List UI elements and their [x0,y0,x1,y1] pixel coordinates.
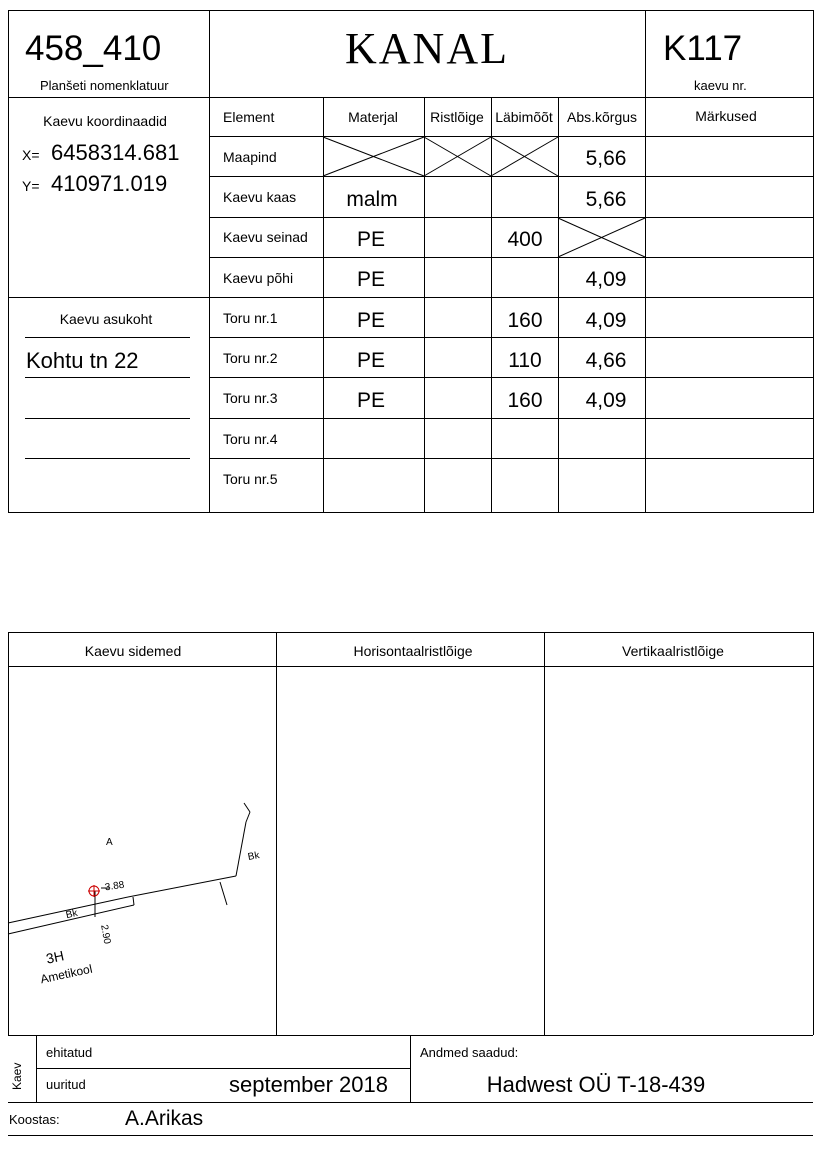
x-label: X= [22,147,40,163]
row-material: PE [356,268,386,291]
data-source-label: Andmed saadud: [420,1045,519,1060]
y-label: Y= [22,178,40,194]
well-number: K117 [663,29,743,68]
well-symbol [88,885,100,897]
row-element: Toru nr.5 [223,471,278,487]
location-address: Kohtu tn 22 [26,348,139,373]
row-element: Kaevu seinad [223,229,308,245]
data-source: Hadwest OÜ T-18-439 [486,1072,706,1097]
row-element: Kaevu põhi [223,270,294,286]
sketch-label-bk-left: Bk [64,907,79,922]
vertical-section-heading: Vertikaalristlõige [622,643,724,659]
row-material: malm [346,188,398,211]
well-label: kaevu nr. [694,78,747,93]
author-name: A.Arikas [125,1107,204,1130]
row-element: Toru nr.1 [223,310,278,326]
row-diameter: 160 [507,389,543,412]
row-element: Toru nr.2 [223,350,278,366]
sketch-label-bk-right: Bk [247,850,261,863]
row-diameter: 110 [508,349,542,372]
surveyed-label: uuritud [46,1077,86,1092]
sheet-label: Planšeti nomenklatuur [40,78,169,93]
row-element: Kaevu kaas [223,189,297,205]
author-label: Koostas: [9,1112,60,1127]
header-cross-section: Ristlõige [430,109,484,125]
horizontal-section-heading: Horisontaalristlõige [353,643,473,659]
header-notes: Märkused [695,108,757,124]
sketch-label-a: A [106,837,113,848]
y-coordinate: 410971.019 [51,171,168,196]
coordinates-heading: Kaevu koordinaadid [43,113,167,129]
built-label: ehitatud [46,1045,93,1060]
surveyed-date: september 2018 [229,1072,388,1097]
row-material: PE [356,309,386,332]
row-elevation: 4,09 [585,268,627,291]
row-material: PE [356,389,386,412]
sketch-building-name: Ametikool [39,961,94,987]
row-element: Maapind [223,149,277,165]
row-elevation: 5,66 [585,147,627,170]
header-material: Materjal [348,109,398,125]
header-elevation: Abs.kõrgus [566,109,638,125]
well-ties-heading: Kaevu sidemed [84,643,182,659]
row-diameter: 160 [507,309,543,332]
sketch-dimension-vertical: 2.90 [98,923,113,945]
kaev-label: Kaev [10,1062,24,1090]
row-elevation: 4,09 [585,309,627,332]
sketch-building-code: 3H [44,947,66,967]
row-diameter: 400 [507,228,543,251]
row-elevation: 4,09 [585,389,627,412]
row-elevation: 5,66 [585,188,627,211]
header-diameter: Läbimõõt [495,109,553,125]
row-material: PE [356,349,386,372]
sheet-number: 458_410 [25,29,162,68]
sketch-dimension-horizontal: 3.88 [104,879,126,894]
row-element: Toru nr.4 [223,431,278,447]
location-heading: Kaevu asukoht [59,311,153,327]
row-material: PE [356,228,386,251]
row-element: Toru nr.3 [223,390,278,406]
x-coordinate: 6458314.681 [51,140,180,165]
form-title: KANAL [345,24,509,73]
header-element: Element [223,109,275,125]
row-elevation: 4,66 [585,349,627,372]
